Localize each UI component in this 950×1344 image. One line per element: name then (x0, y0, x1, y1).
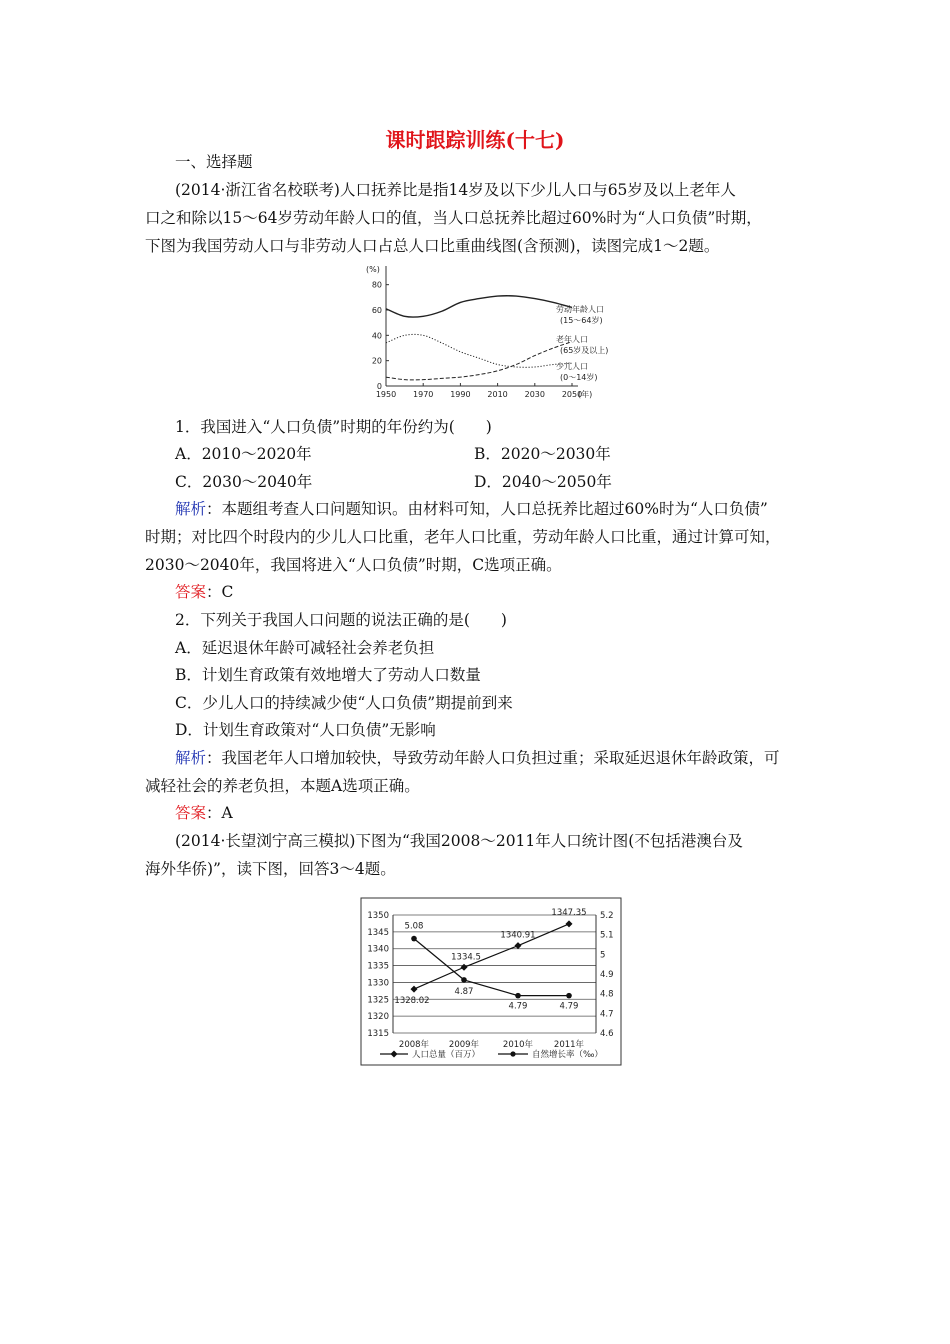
analysis-line: 减轻社会的养老负担，本题A选项正确。 (145, 777, 420, 795)
y-tick-label: 0 (376, 382, 382, 391)
analysis-text: ：我国老年人口增加较快，导致劳动年龄人口负担过重；采取延迟退休年龄政策，可 (206, 749, 780, 767)
right-tick-label: 5 (600, 950, 606, 961)
series-line-3 (386, 334, 572, 367)
legend-label: 老年人口 (556, 335, 588, 344)
right-tick-label: 5.2 (600, 911, 614, 921)
right-tick-label: 4.7 (600, 1009, 614, 1020)
left-tick-label: 1320 (367, 1012, 389, 1023)
left-tick-label: 1325 (367, 995, 389, 1006)
legend-sublabel: (65岁及以上) (560, 346, 609, 355)
legend-label: 劳动年龄人口 (556, 305, 604, 314)
y-axis-unit: (%) (366, 265, 380, 274)
answer-label: 答案 (175, 583, 207, 601)
x-tick-label: 2050 (561, 390, 583, 399)
x-tick-label: 1990 (450, 390, 471, 399)
analysis-label: 解析 (175, 500, 207, 518)
data-label-population: 1347.35 (551, 907, 587, 918)
data-label-population: 1334.5 (451, 952, 481, 963)
right-tick-label: 4.8 (600, 989, 614, 1000)
intro1-line: 口之和除以15～64岁劳动年龄人口的值，当人口总抚养比超过60%时为“人口负债”时期， (145, 209, 762, 227)
option-c: C．2030～2040年 (175, 473, 313, 491)
right-tick-label: 4.9 (600, 970, 614, 980)
analysis-text: ：本题组考查人口问题知识。由材料可知，人口总抚养比超过60%时为“人口负债” (206, 500, 768, 518)
analysis-line: 时期；对比四个时段内的少儿人口比重，老年人口比重，劳动年龄人口比重，通过计算可知， (145, 528, 781, 546)
intro2-line: 海外华侨)”，读下图，回答3～4题。 (145, 860, 396, 878)
option-b: B．计划生育政策有效地增大了劳动人口数量 (175, 666, 481, 684)
x-tick-label: 2010年 (502, 1040, 534, 1050)
option-a: A．2010～2020年 (175, 445, 312, 463)
left-tick-label: 1330 (367, 978, 389, 989)
series-line-2 (386, 342, 572, 380)
analysis-line: 2030～2040年，我国将进入“人口负债”时期，C选项正确。 (145, 556, 562, 574)
legend-label: 少儿人口 (556, 362, 588, 371)
y-tick-label: 20 (371, 356, 382, 366)
data-label-growth-rate: 4.87 (454, 986, 474, 997)
data-point-growth-rate (515, 993, 521, 999)
data-point-growth-rate (411, 936, 417, 942)
analysis-line (175, 497, 768, 519)
left-tick-label: 1345 (367, 927, 389, 938)
data-label-growth-rate: 4.79 (559, 1001, 579, 1012)
legend-label-growth-rate: 自然增长率（‰） (532, 1050, 603, 1060)
page-title: 课时跟踪训练(十七) (385, 128, 565, 152)
series-line-1 (386, 296, 572, 317)
population-stats-chart (360, 897, 622, 1067)
legend-sublabel: (15～64岁) (560, 316, 603, 325)
intro1-line: (2014·浙江省名校联考)人口抚养比是指14岁及以下少儿人口与65岁及以上老年人 (175, 181, 736, 199)
analysis-label: 解析 (175, 749, 207, 767)
intro1-line: 下图为我国劳动人口与非劳动人口占总人口比重曲线图(含预测)，读图完成1～2题。 (145, 237, 720, 255)
answer-label: 答案 (175, 804, 207, 822)
option-b: B．2020～2030年 (474, 445, 611, 463)
data-label-growth-rate: 5.08 (404, 921, 424, 932)
x-axis-unit: (年) (578, 390, 593, 399)
option-a: A．延迟退休年龄可减轻社会养老负担 (175, 639, 435, 657)
y-tick-label: 40 (371, 331, 382, 341)
x-tick-label: 2010 (487, 390, 508, 399)
option-c: C．少儿人口的持续减少使“人口负债”期提前到来 (175, 694, 513, 712)
x-tick-label: 2008年 (398, 1040, 430, 1050)
x-tick-label: 2011年 (553, 1040, 585, 1050)
option-d: D．2040～2050年 (474, 473, 612, 491)
legend-marker-growth-rate (510, 1051, 515, 1056)
x-tick-label: 1950 (375, 390, 397, 399)
answer-value: ：A (206, 804, 233, 822)
answer-line (175, 580, 233, 602)
data-label-growth-rate: 4.79 (508, 1001, 528, 1012)
data-point-growth-rate (566, 993, 572, 999)
x-tick-label: 2009年 (448, 1040, 480, 1050)
answer-value: ：C (206, 583, 234, 601)
right-tick-label: 5.1 (600, 930, 614, 941)
left-tick-label: 1335 (367, 961, 389, 972)
option-d: D．计划生育政策对“人口负债”无影响 (175, 721, 436, 739)
section-heading: 一、选择题 (175, 153, 253, 171)
question-stem: 2．下列关于我国人口问题的说法正确的是( ) (175, 611, 507, 629)
data-point-growth-rate (461, 977, 467, 983)
x-tick-label: 1970 (413, 390, 434, 399)
data-label-population: 1340.91 (500, 930, 536, 941)
answer-line (175, 801, 233, 823)
left-tick-label: 1350 (367, 911, 389, 921)
population-share-chart (360, 262, 630, 404)
left-tick-label: 1340 (367, 944, 389, 955)
question-stem: 1．我国进入“人口负债”时期的年份约为( ) (175, 418, 492, 436)
left-tick-label: 1315 (367, 1029, 389, 1039)
right-tick-label: 4.6 (600, 1029, 614, 1039)
y-tick-label: 80 (371, 280, 382, 290)
legend-sublabel: (0～14岁) (560, 373, 598, 382)
x-tick-label: 2030 (524, 390, 545, 399)
analysis-line (175, 746, 780, 768)
legend-label-population: 人口总量（百万） (412, 1050, 481, 1060)
intro2-line: (2014·长望浏宁高三模拟)下图为“我国2008～2011年人口统计图(不包括港澳台及 (175, 832, 743, 850)
y-tick-label: 60 (371, 306, 382, 315)
data-label-population: 1328.02 (394, 996, 430, 1007)
